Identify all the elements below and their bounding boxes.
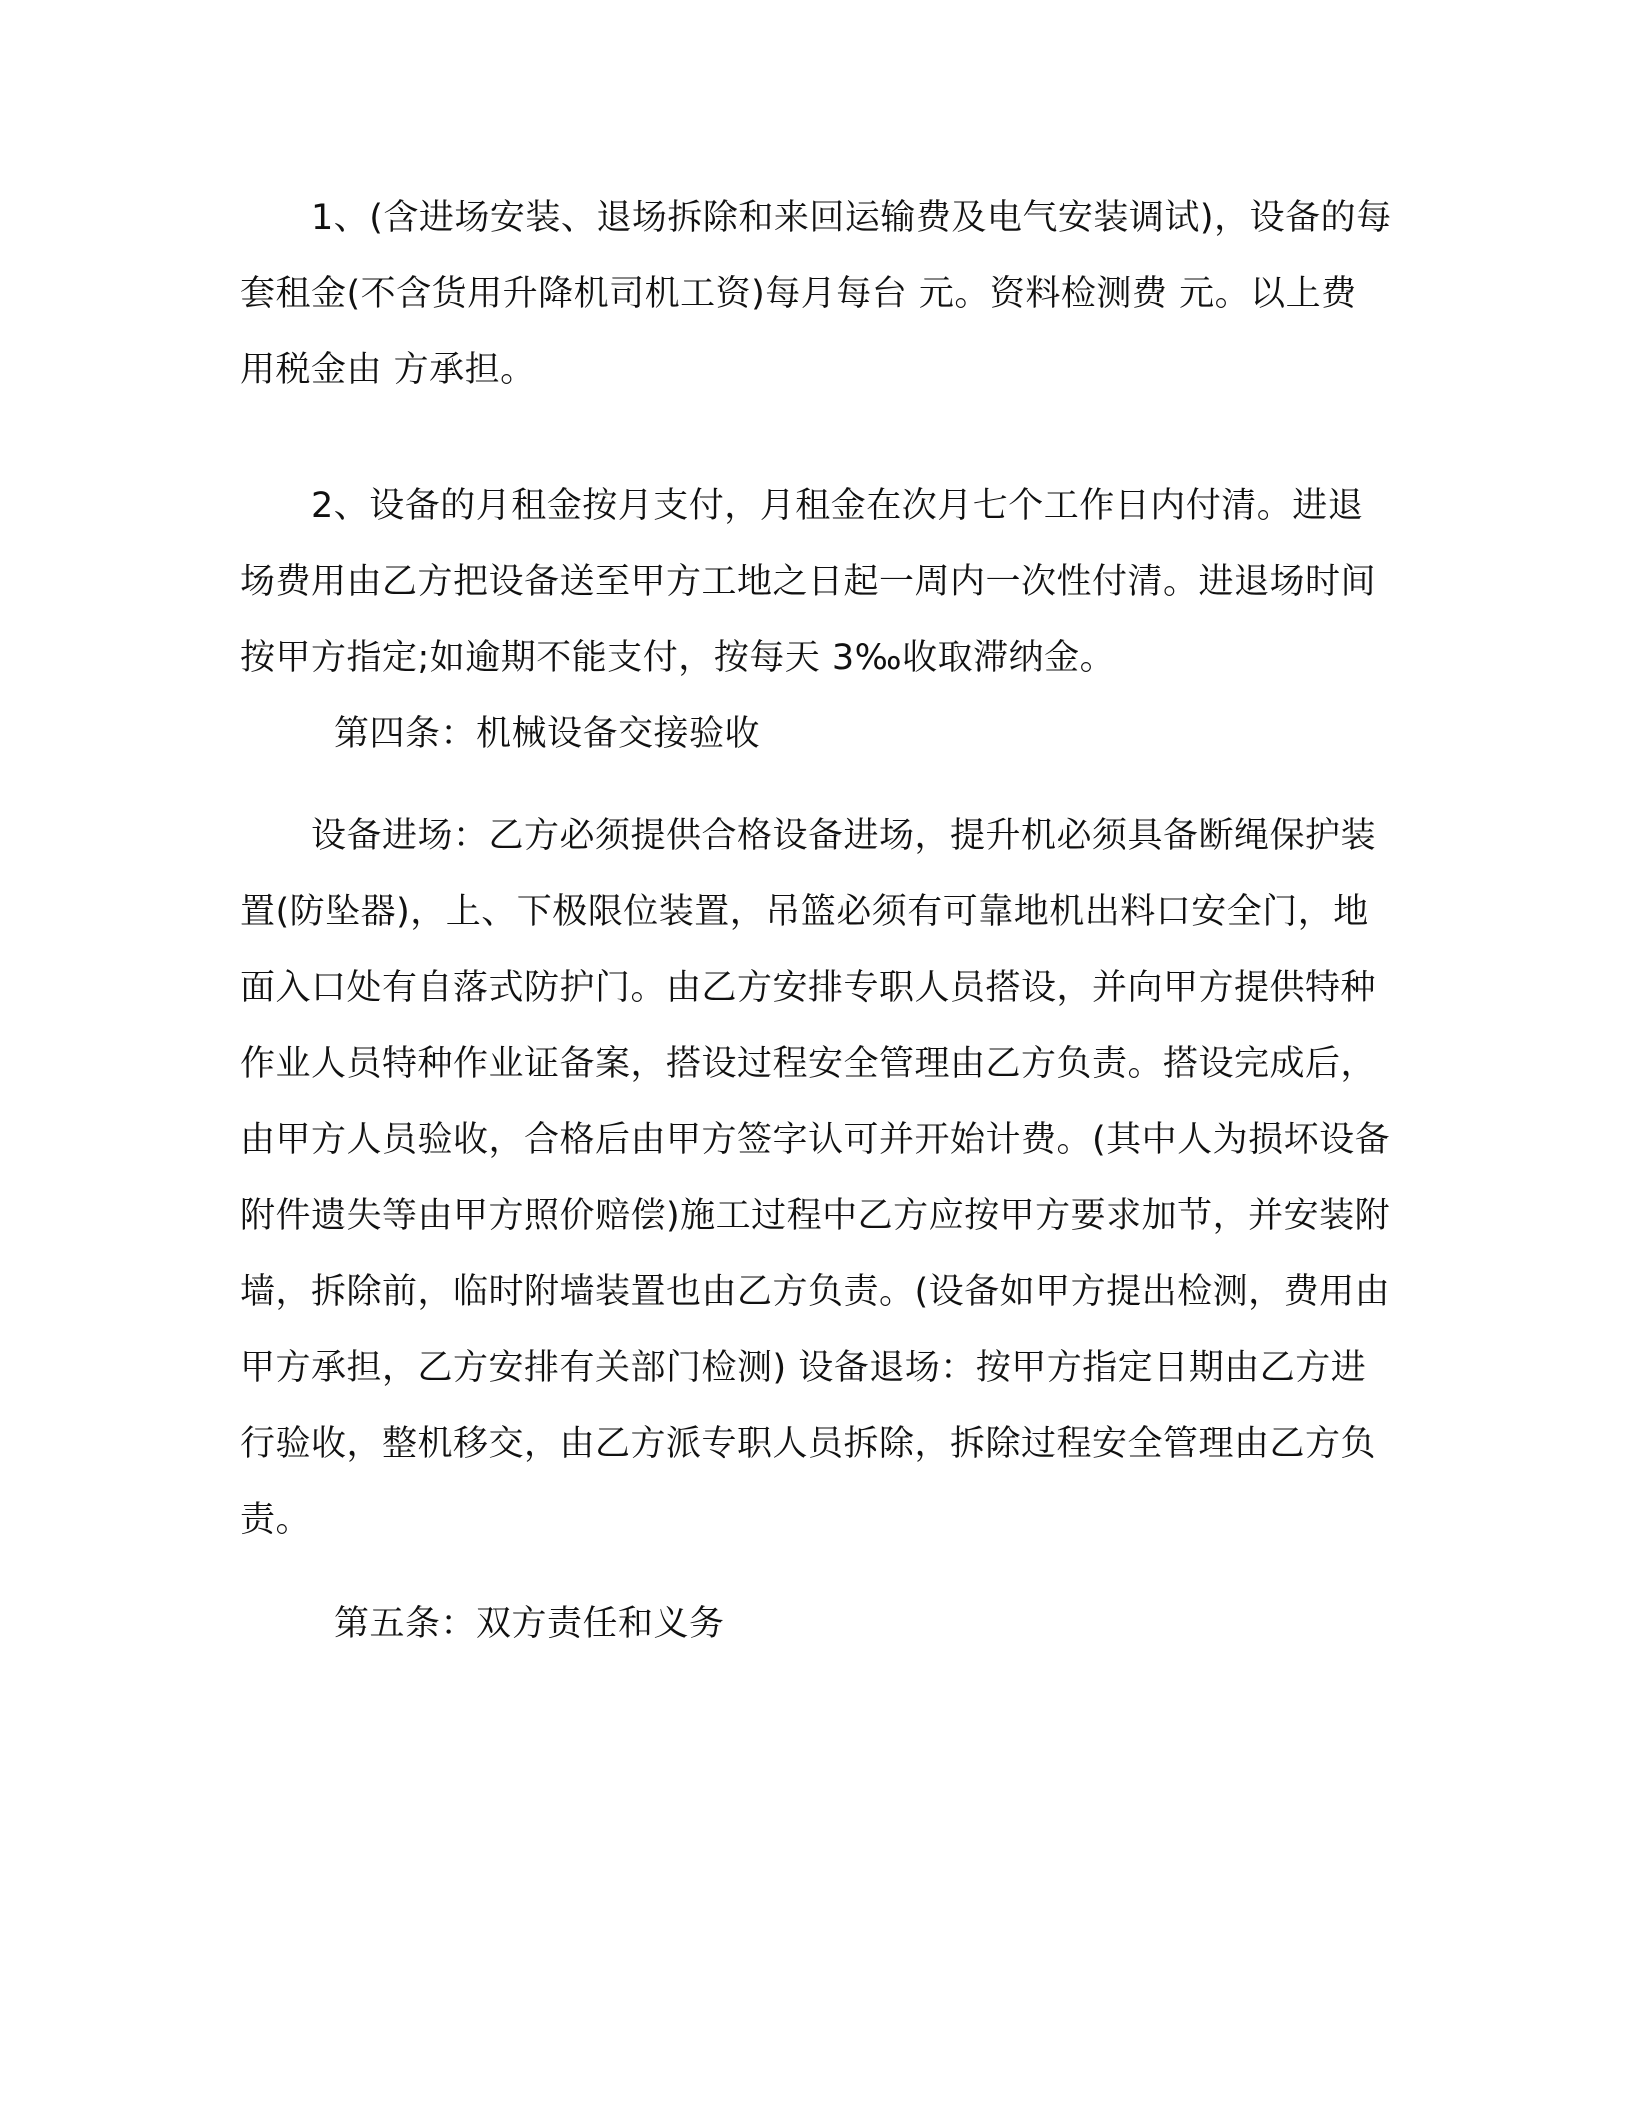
heading-article-4: 第四条：机械设备交接验收: [334, 714, 761, 754]
heading-article-5: 第五条：双方责任和义务: [334, 1604, 725, 1644]
paragraph-rent-fees: 1、(含进场安装、退场拆除和来回运输费及电气安装调试)，设备的每套租金(不含货用升降机司机工资)每月每台 元。资料检测费 元。以上费用税金由 方承担。: [240, 198, 1392, 390]
paragraph-payment-terms: 2、设备的月租金按月支付，月租金在次月七个工作日内付清。进退场费用由乙方把设备送至甲方工地之日起一周内一次性付清。进退场时间按甲方指定;如逾期不能支付，按每天 3‰收取滞纳金。: [240, 486, 1377, 678]
paragraph-equipment-handover: 设备进场：乙方必须提供合格设备进场，提升机必须具备断绳保护装置(防坠器)，上、下极限位装置，吊篮必须有可靠地机出料口安全门，地面入口处有自落式防护门。由乙方安排专职人员搭设，并向甲方提供特种作业人员特种作业证备案，搭设过程安全管理由乙方负责。搭设完成后，由甲方人员验收，合格后由甲方签字认可并开始计费。(其中人为损坏设备附件遗失等由甲方照价赔偿)施工过程中乙方应按甲方要求加节，并安装附墙，拆除前，临时附墙装置也由乙方负责。(设备如甲方提出检测，费用由甲方承担，乙方安排有关部门检测) 设备退场：按甲方指定日期由乙方进行验收，整机移交，由乙方派专职人员拆除，拆除过程安全管理由乙方负责。: [240, 816, 1391, 1540]
